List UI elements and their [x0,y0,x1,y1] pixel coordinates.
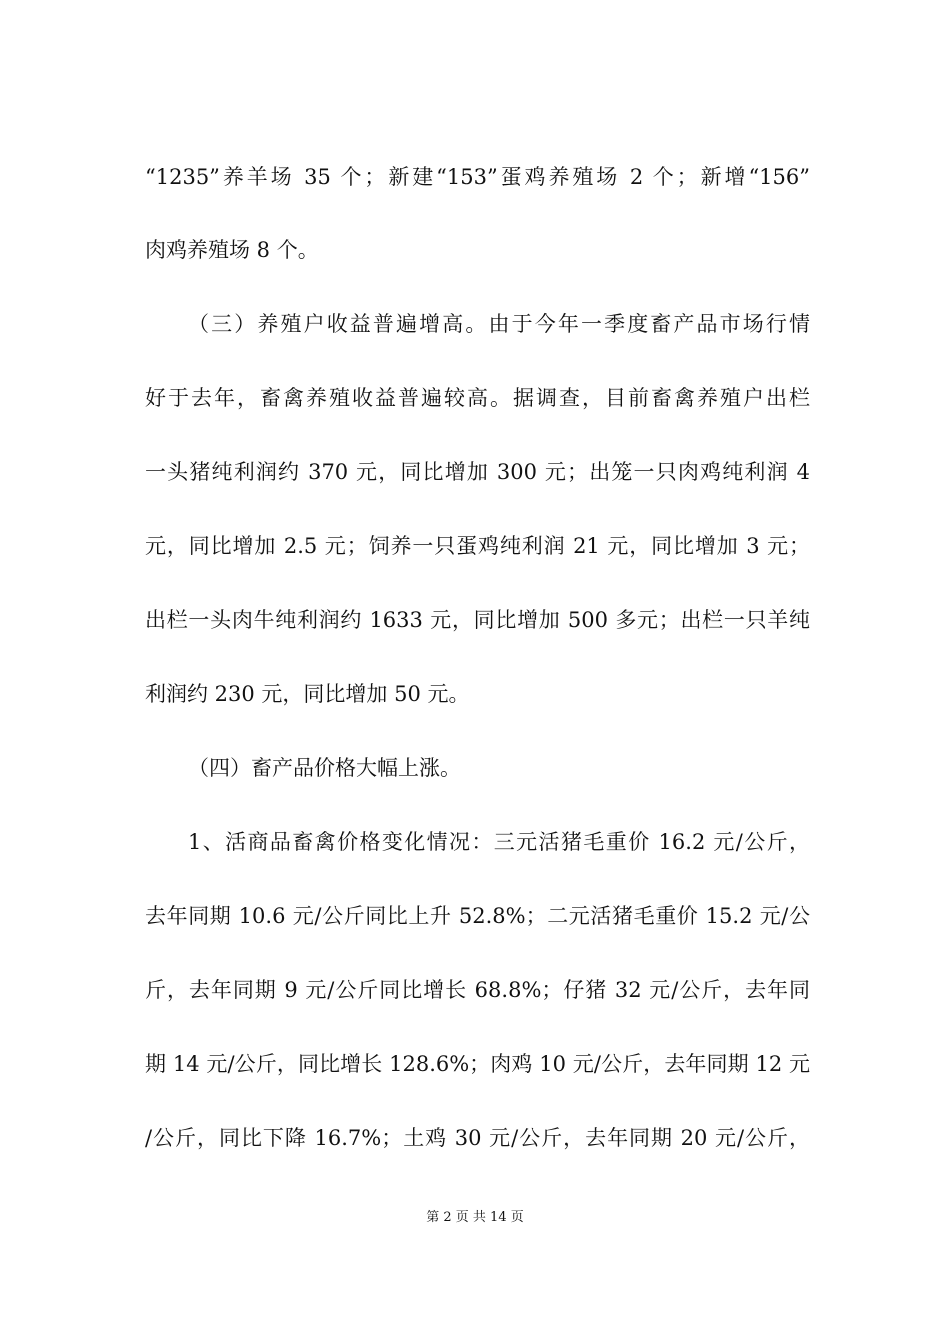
body-line-7: 出栏一头肉牛纯利润约 1633 元，同比增加 500 多元；出栏一只羊纯 [145,608,810,632]
body-line-13: 期 14 元/公斤，同比增长 128.6%；肉鸡 10 元/公斤，去年同期 12 元 [145,1052,810,1076]
body-line-5: 一头猪纯利润约 370 元，同比增加 300 元；出笼一只肉鸡纯利润 4 [145,460,810,484]
body-line-3: （三）养殖户收益普遍增高。由于今年一季度畜产品市场行情 [188,312,810,336]
body-line-2: 肉鸡养殖场 8 个。 [145,238,319,262]
page-footer [0,1208,950,1228]
page-number: 第 2 页 共 14 页 [426,1210,524,1225]
body-line-10: 1、活商品畜禽价格变化情况：三元活猪毛重价 16.2 元/公斤， [188,830,810,854]
body-line-12: 斤，去年同期 9 元/公斤同比增长 68.8%；仔猪 32 元/公斤，去年同 [145,978,810,1002]
body-line-1: “1235”养羊场 35 个；新建“153”蛋鸡养殖场 2 个；新增“156” [145,165,810,189]
body-line-14: /公斤，同比下降 16.7%；土鸡 30 元/公斤，去年同期 20 元/公斤， [145,1126,810,1150]
section-heading: （四）畜产品价格大幅上涨。 [188,756,461,780]
body-line-6: 元，同比增加 2.5 元；饲养一只蛋鸡纯利润 21 元，同比增加 3 元； [145,534,810,558]
body-line-11: 去年同期 10.6 元/公斤同比上升 52.8%；二元活猪毛重价 15.2 元/公 [145,904,810,928]
body-line-8: 利润约 230 元，同比增加 50 元。 [145,682,470,706]
body-line-4: 好于去年，畜禽养殖收益普遍较高。据调查，目前畜禽养殖户出栏 [145,386,810,410]
